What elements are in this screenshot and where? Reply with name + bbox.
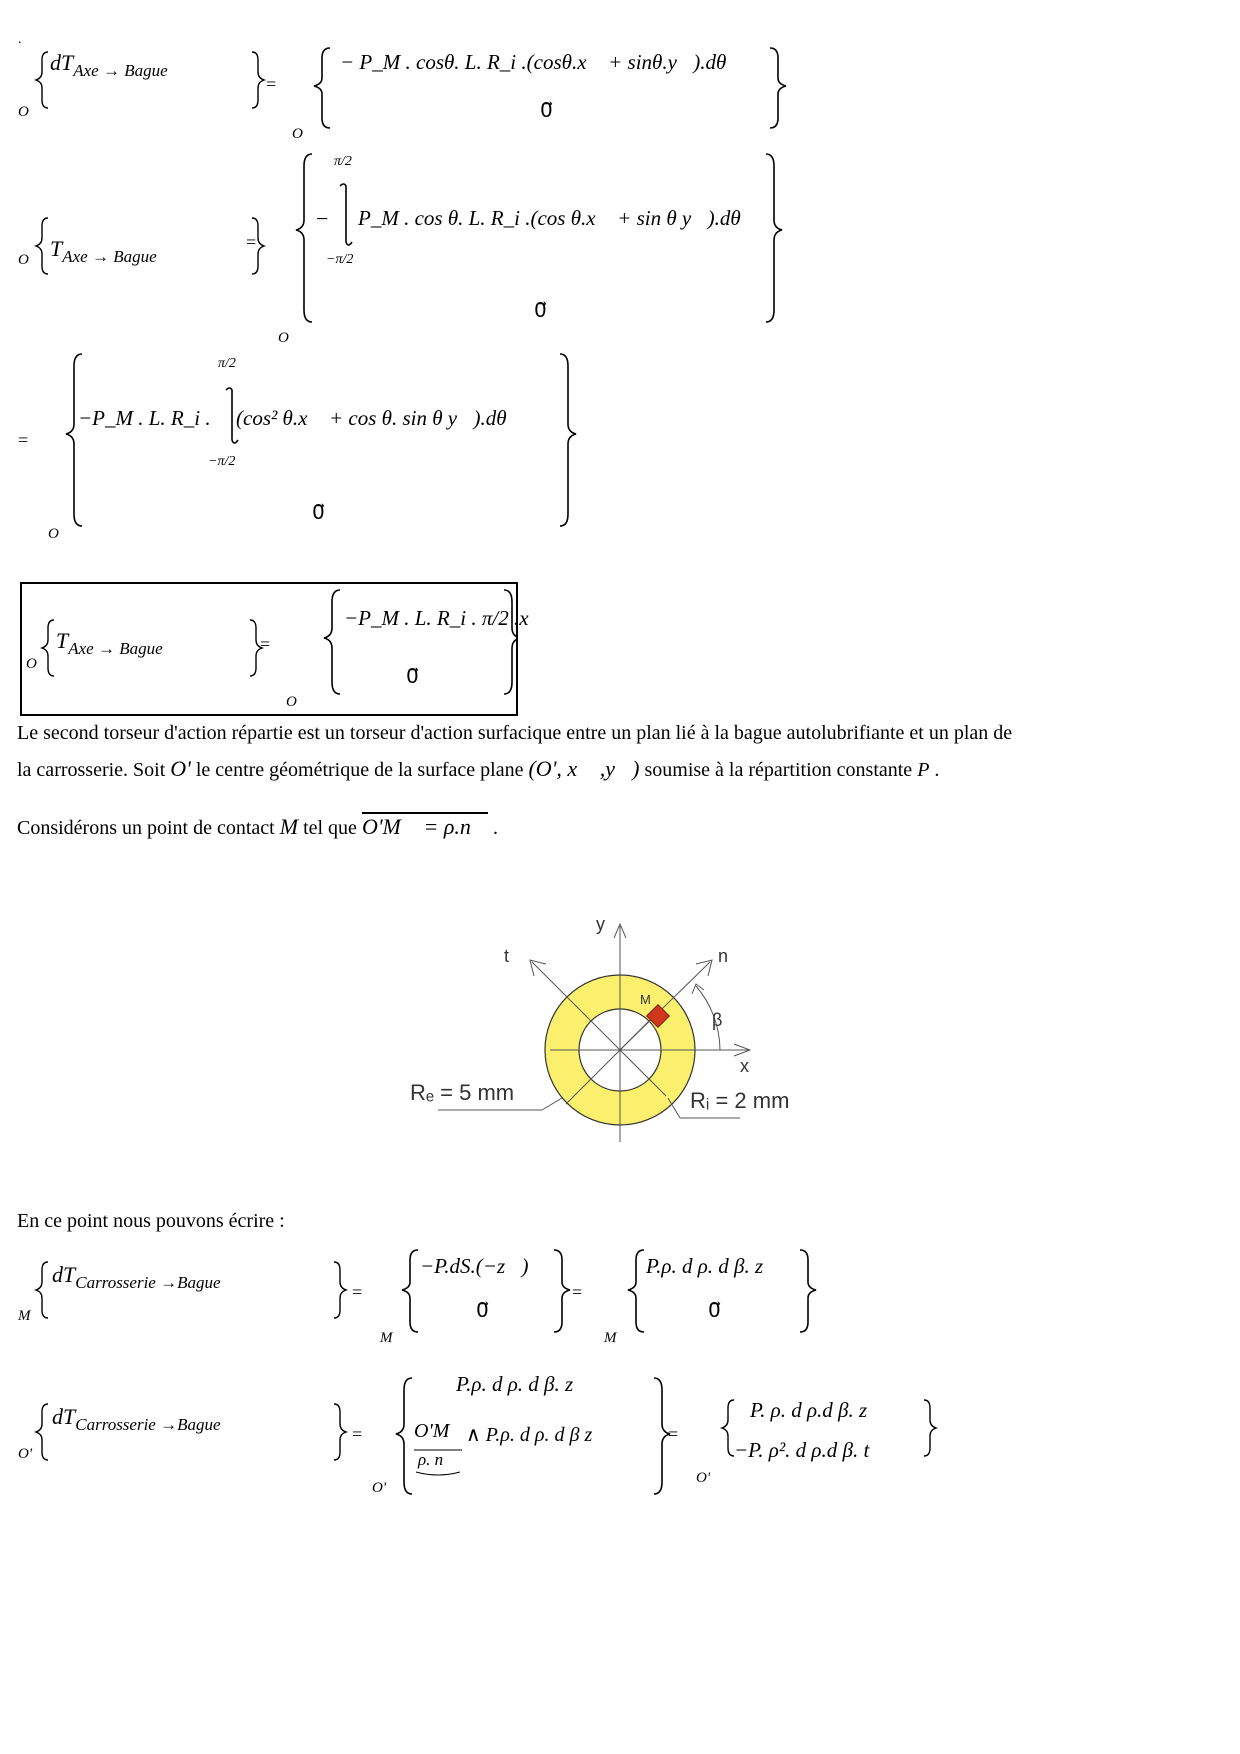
p1-text-a: la carrosserie. Soit xyxy=(17,759,166,781)
eq6-equals2: = xyxy=(668,1424,679,1444)
eq6-equals: = xyxy=(352,1424,363,1444)
eq6-right-resultant: P. ρ. d ρ.d β. z⃗ xyxy=(750,1398,884,1422)
paragraph-3: En ce point nous pouvons écrire : xyxy=(17,1210,285,1232)
eq1-torsor-symbol: dT xyxy=(50,50,74,75)
stray-dot: . xyxy=(18,32,22,47)
eq4-point: O xyxy=(286,694,297,710)
eq2-torsor-subscript: Axe → Bague xyxy=(62,247,157,266)
eq1-torsor xyxy=(50,50,168,81)
eq6-mid-resultant: P.ρ. d ρ. d β. z⃗ xyxy=(456,1372,590,1396)
eq2-resultant-body: P_M . cos θ. L. R_i .(cos θ.x⃗ + sin θ y⃗).dθ xyxy=(358,206,741,230)
p1-text-c: soumise à la répartition constante xyxy=(644,759,913,781)
eq1-equals: = xyxy=(266,74,277,94)
eq2-integral-upper: π/2 xyxy=(334,154,352,169)
eq2-left-point: O xyxy=(18,252,29,268)
p1-text-b: le centre géométrique de la surface plane xyxy=(195,759,524,781)
eq2-resultant-prefix: − xyxy=(316,206,329,231)
eq6-torsor-subscript: Carrosserie →Bague xyxy=(75,1415,221,1434)
paragraph-1-line-2 xyxy=(17,756,939,782)
eq5-mid-resultant: −P.dS.(−z⃗) xyxy=(420,1254,529,1278)
eq4-left-point: O xyxy=(26,656,37,672)
eq5-mid-point: M xyxy=(380,1330,393,1346)
eq5-right-moment: 0⃗ xyxy=(708,1300,721,1322)
eq2-moment: 0⃗ xyxy=(534,300,547,322)
label-beta: β xyxy=(712,1010,723,1030)
eq1-torsor-subscript: Axe → Bague xyxy=(73,61,168,80)
ring-figure-svg xyxy=(400,910,840,1150)
eq6-mid-point: O' xyxy=(372,1480,387,1496)
eq5-right-resultant: P.ρ. d ρ. d β. z⃗ xyxy=(646,1254,780,1278)
eq5-equals: = xyxy=(352,1282,363,1302)
p1-frame: (O', x⃗ ,y⃗) xyxy=(528,756,640,781)
eq3-integral-upper: π/2 xyxy=(218,356,236,371)
label-n: n xyxy=(718,946,729,966)
label-m: M xyxy=(640,992,651,1007)
eq4-torsor-subscript: Axe → Bague xyxy=(68,639,163,658)
eq1-point: O xyxy=(292,126,303,142)
eq1-resultant: − P_M . cosθ. L. R_i .(cosθ.x⃗ + sinθ.y⃗).dθ xyxy=(340,50,727,74)
p2-vector: O'M⃗ = ρ.n⃗ xyxy=(361,814,488,839)
p1-o-prime: O' xyxy=(170,756,191,781)
eq3-point: O xyxy=(48,526,59,542)
label-y: y xyxy=(596,914,605,934)
eq5-equals2: = xyxy=(572,1282,583,1302)
eq5-right-point: M xyxy=(604,1330,617,1346)
eq1-moment: 0⃗ xyxy=(540,100,553,122)
label-t: t xyxy=(504,946,510,966)
label-x: x xyxy=(740,1056,749,1076)
eq1-left-point: O xyxy=(18,104,29,120)
eq5-mid-moment: 0⃗ xyxy=(476,1300,489,1322)
equation-3-braces xyxy=(0,350,800,540)
eq3-resultant-prefix: −P_M . L. R_i . xyxy=(78,406,211,430)
eq4-equals: = xyxy=(260,634,271,654)
eq3-integral-lower: −π/2 xyxy=(208,454,236,469)
result-box xyxy=(20,582,545,716)
eq6-torsor xyxy=(52,1404,221,1435)
ring-figure xyxy=(400,910,840,1150)
eq4-torsor xyxy=(56,628,163,659)
om-underbrace xyxy=(416,1472,460,1475)
eq6-torsor-symbol: dT xyxy=(52,1404,76,1429)
eq6-mid-moment-under: ρ. n⃗ xyxy=(418,1450,457,1469)
eq6-right-moment: −P. ρ². d ρ.d β. t⃗ xyxy=(734,1438,886,1462)
paragraph-1-line-1: Le second torseur d'action répartie est un torseur d'action surfacique entre un plan lié à la bague autolubrifiante et un plan de xyxy=(17,722,1013,744)
eq2-torsor-symbol: T xyxy=(50,236,63,261)
eq5-torsor-subscript: Carrosserie →Bague xyxy=(75,1273,221,1292)
eq5-torsor xyxy=(52,1262,221,1293)
eq5-torsor-symbol: dT xyxy=(52,1262,76,1287)
eq3-resultant-body: (cos² θ.x⃗ + cos θ. sin θ y⃗).dθ xyxy=(236,406,507,430)
eq3-equals: = xyxy=(18,430,29,450)
label-re: Rₑ = 5 mm xyxy=(410,1080,515,1105)
re-leader-diag xyxy=(542,1098,562,1110)
eq4-torsor-symbol: T xyxy=(56,628,69,653)
p2-m: M xyxy=(279,814,299,839)
eq6-mid-moment-rest: ∧ P.ρ. d ρ. d β z⃗ xyxy=(466,1424,608,1446)
eq6-right-point: O' xyxy=(696,1470,711,1486)
p1-end: . xyxy=(934,759,940,781)
paragraph-2 xyxy=(17,814,498,840)
p1-p: P xyxy=(917,759,930,781)
label-ri: Rᵢ = 2 mm xyxy=(690,1088,790,1113)
p2-text-a: Considérons un point de contact xyxy=(17,817,275,839)
eq2-point: O xyxy=(278,330,289,346)
eq4-resultant: −P_M . L. R_i . π/2 .x⃗ xyxy=(344,606,545,630)
eq5-left-point: M xyxy=(18,1308,31,1324)
p2-text-b: tel que xyxy=(303,817,357,839)
eq2-torsor xyxy=(50,236,157,267)
eq6-mid-moment-vec: O'M xyxy=(414,1420,450,1442)
eq4-moment: 0⃗ xyxy=(406,666,419,688)
eq3-moment: 0⃗ xyxy=(312,502,325,524)
eq2-equals: = xyxy=(246,232,257,252)
eq2-integral-lower: −π/2 xyxy=(326,252,354,267)
p2-end: . xyxy=(493,817,498,839)
eq6-left-point: O' xyxy=(18,1446,33,1462)
